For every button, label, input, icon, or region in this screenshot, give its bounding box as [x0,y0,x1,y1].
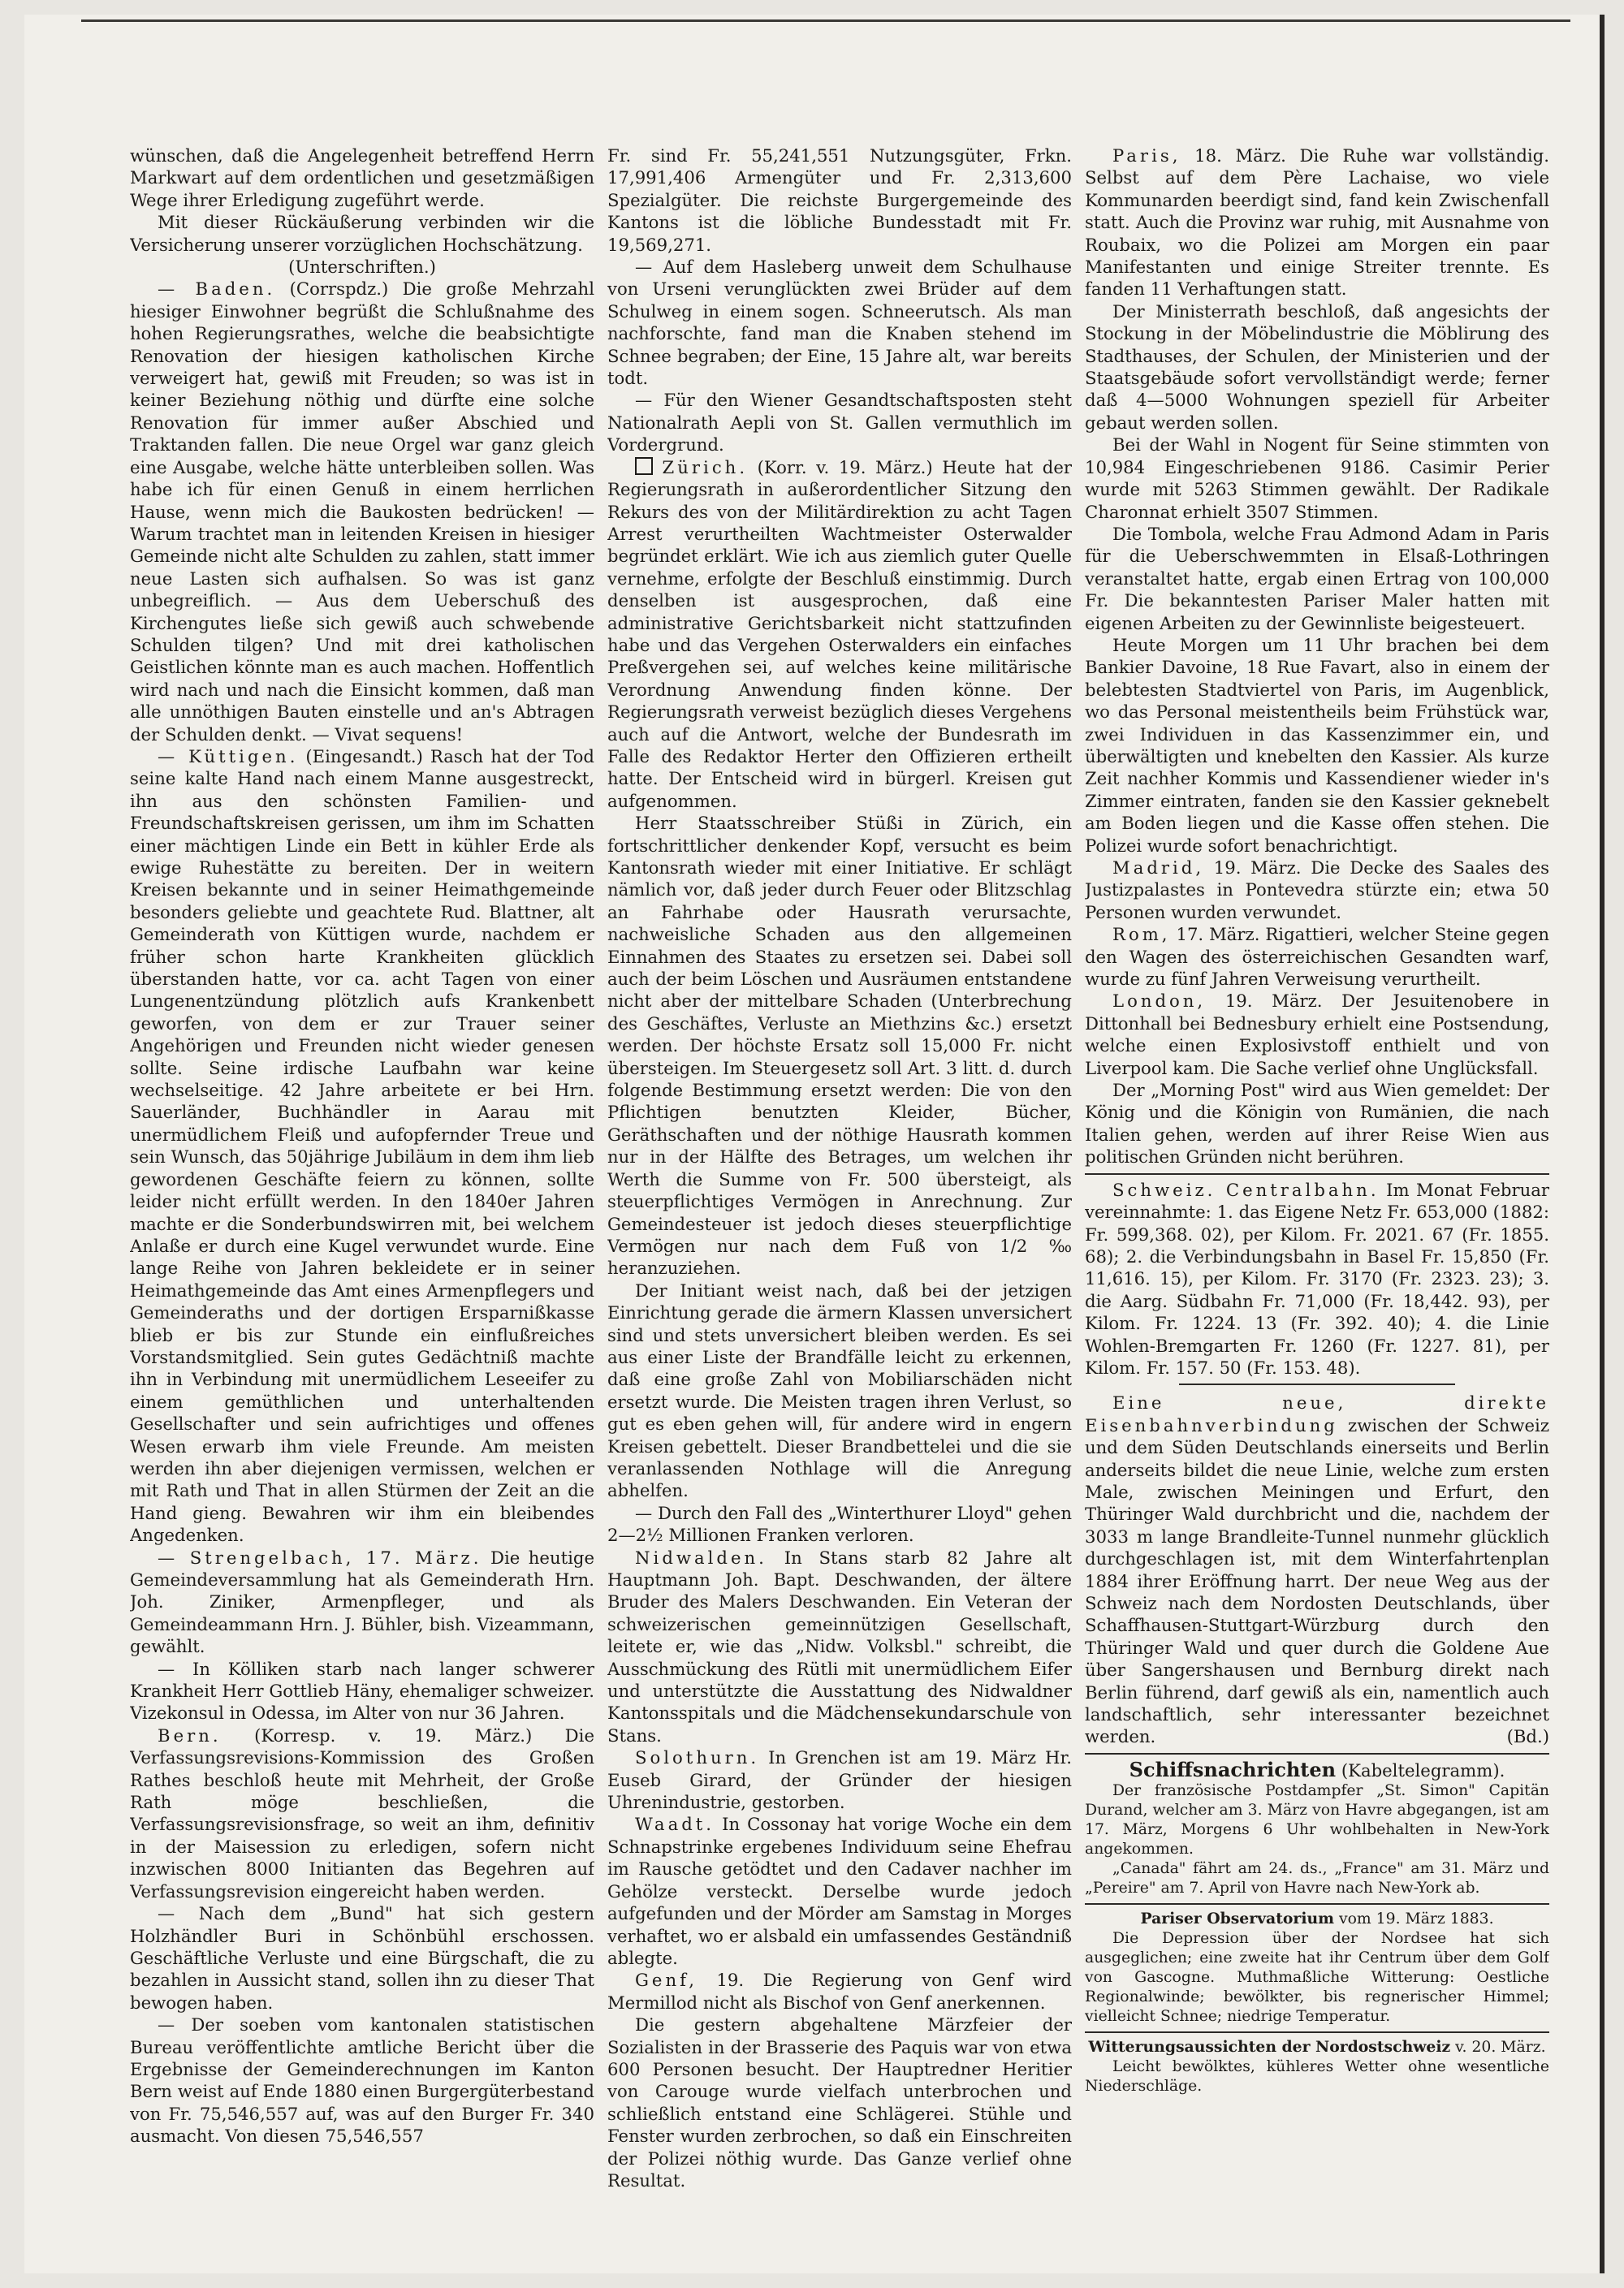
article-eisenbahn [1085,1392,1549,1748]
dateline: Schweiz. Centralbahn. [1112,1179,1380,1200]
column-1 [130,145,594,2199]
article-wahl: Bei der Wahl in Nogent für Seine stimmten von 10,984 Eingeschriebenen 9186. Casimir Perier wurde mit 5263 Stimmen gewählt. Der Radikale Charonnat erhielt 3507 Stimmen. [1085,434,1549,522]
signature-line: (Unterschriften.) [288,257,436,278]
column-2 [607,145,1072,2199]
section-divider [1085,2031,1549,2033]
article-bund: — Nach dem „Bund" hat sich gestern Holzhändler Buri in Schönbühl erschossen. Geschäftliche Verluste und eine Bürgschaft, die zu bezahlen in Aussicht stand, sollen ihn zu dieser That bewogen haben. [130,1903,594,2013]
section-title: Schiffsnachrichten [1129,1757,1337,1781]
article-bern [130,1725,594,1902]
article-tombola: Die Tombola, welche Frau Admond Adam in Paris für die Ueberschwemmten in Elsaß-Lothringen veranstaltet hatte, ergab einen Ertrag von 100,000 Fr. Die bekanntesten Pariser Maler hatten mit eigenen Arbeiten zu der Gewinnliste beigesteuert. [1085,523,1549,633]
article-body: (Eingesandt.) Rasch hat der Tod seine kalte Hand nach einem Manne ausgestreckt, ihn aus den schönsten Familien- und Freundschaftskreisen gerissen, um ihm im Schatten einer mächtigen Linde ein Bett in kühler Erde als ewige Ruhestätte zu bereiten. Der in weitern Kreisen bekannte und in seiner Heimathgemeinde besonders geliebte und geachtete Rud. Blattner, alt Gemeinderath von Küttigen wurde, nachdem er früher schon harte Krankheiten glücklich überstanden hatte, vor ca. acht Tagen von einer Lungenentzündung plötzlich aufs Krankenbett geworfen, von dem er zur Trauer seiner Angehörigen und Freunden nicht wieder genesen sollte. Seine irdische Laufbahn war keine wechselseitige. 42 Jahre arbeitete er bei Hrn. Sauerländer, Buchhändler in Aarau mit unermüdlichem Fleiß und aufopfernder Treue und sein Wunsch, das 50jährige Jubiläum in dem ihm lieb gewordenen Geschäfte feiern zu können, sollte leider nicht erfüllt werden. In den 1840er Jahren machte er die Sonderbundswirren mit, bei welchem Anlaße er durch eine Kugel verwundet wurde. Eine lange Reihe von Jahren bekleidete er in seiner Heimathgemeinde das Amt eines Armenpflegers und Gemeinderaths und der dortigen Ersparnißkasse blieb er bis zur Stunde ein einflußreiches Vorstandsmitglied. Sein gutes Gedächtniß machte ihn in Verbindung mit unermüdlichem Leseeifer zu einem gemüthlichen und unterhaltenden Gesellschafter und sein aufrichtiges und offenes Wesen erwarb ihm viele Freunde. Am meisten werden ihn aber diejenigen vermissen, welchen er mit Rath und That in allen Stürmen der Zeit an die Hand gieng. Bewahren wir ihm ein bleibendes Angedenken. [130,745,594,1546]
section-title: Pariser Observatorium [1140,1910,1334,1928]
article-stuessi: Herr Staatsschreiber Stüßi in Zürich, ein fortschrittlicher denkender Kopf, versucht es beim Kantonsrath wieder mit einer Initiative. Er schlägt nämlich vor, daß jeder durch Feuer oder Blitzschlag an Fahrhabe oder Hausrath verursachte, nachweisliche Schaden aus den allgemeinen Einnahmen des Staates zu ersetzen sei. Dabei soll auch der beim Löschen und Ausräumen entstandene nicht aber der mittelbare Schaden (Unterbrechung des Geschäftes, Verluste an Miethzins &c.) ersetzt werden. Der höchste Ersatz soll 15,000 Fr. nicht übersteigen. Im Steuergesetz soll Art. 3 litt. d. durch folgende Bestimmung ersetzt werden: Die von den Pflichtigen benutzten Kleider, Bücher, Geräthschaften und der nöthige Hausrath kommen nur in der Hälfte des Betrages, um welchen ihr Werth die Summe von Fr. 500 übersteigt, als steuerpflichtiges Vermögen in Anrechnung. Zur Gemeindesteuer ist jedoch dieses steuerpflichtige Vermögen nur nach dem Fuß von 1/2 ‰ heranzuziehen. [607,813,1072,1279]
dateline: Nidwalden. [635,1547,767,1568]
dateline: Madrid, [1112,857,1205,878]
dateline: — Strengelbach, 17. März. [158,1547,482,1568]
article-rom [1085,923,1549,990]
article-body: In Grenchen ist am 19. März Hr. Euseb Girard, der Gründer der hiesigen Uhrenindustrie, gestorben. [607,1747,1072,1813]
article-winterthurer: — Durch den Fall des „Winterthurer Lloyd" gehen 2—2½ Millionen Franken verloren. [607,1502,1072,1546]
article-london [1085,990,1549,1079]
article-solothurn [607,1746,1072,1813]
section-divider [1085,1753,1549,1755]
section-date: v. 20. März. [1455,2039,1546,2057]
article-morning-post: Der „Morning Post" wird aus Wien gemeldet: Der König und die Königin von Rumänien, die nach Italien gehen, werden auf ihrer Reise Wien aus politischen Gründen nicht berühren. [1085,1080,1549,1168]
article-baden [130,278,594,745]
weather-forecast: Leicht bewölktes, kühleres Wetter ohne wesentliche Niederschläge. [1085,2058,1549,2096]
dateline: Paris, [1112,145,1181,166]
article-bankier: Heute Morgen um 11 Uhr brachen bei dem Bankier Davoine, 18 Rue Favart, also in einem der belebtesten Stadtviertel von Paris, im Augenblick, wo das Personal meistentheils beim Frühstück war, zwei Individuen in das Kassenzimmer ein, und überwältigten und knebelten den Kassier. Als kurze Zeit nachher Kommis und Kassendiener wieder in's Zimmer eintraten, fanden sie den Kassier geknebelt am Boden liegen und die Kasse offen stehen. Die Polizei wurde sofort benachrichtigt. [1085,634,1549,856]
article-body: 19. März. Der Jesuitenobere in Dittonhall bei Bednesbury erhielt eine Postsendung, welche einen Explosivstoff enthielt und von Liverpool kam. Die Sache verlief ohne Unglücksfall. [1085,991,1549,1078]
weather-heading [1085,2037,1549,2057]
article-zuerich [607,456,1072,813]
article-strengelbach [130,1547,594,1658]
article-hasleberg: — Auf dem Hasleberg unweit dem Schulhause von Urseni verunglückten zwei Brüder auf dem Schulweg in einem sogen. Schneerutsch. Als man nachforschte, fand man die Knaben stehend im Schnee begraben; der Eine, 15 Jahre alt, war bereits todt. [607,257,1072,389]
article-genf-2: Die gestern abgehaltene Märzfeier der Sozialisten in der Brasserie des Paquis war von etwa 600 Personen besucht. Der Hauptredner Heritier von Carouge wurde vielfach unterbrochen und schließlich entstand eine Schlägerei. Stühle und Fenster wurden zerbrochen, so daß ein Einschreiten der Polizei nöthig wurde. Das Ganze verlief ohne Resultat. [607,2014,1072,2191]
article-body: 19. März. Die Decke des Saales des Justizpalastes in Pontevedra stürzte ein; etwa 50 Personen wurden verwundet. [1085,857,1549,922]
article-initiant: Der Initiant weist nach, daß bei der jetzigen Einrichtung gerade die ärmern Klassen unversichert sind und stets unversichert bleiben werden. Es sei aus einer Liste der Brandfälle leicht zu erkennen, daß eine große Zahl von Mobiliarschäden nicht ersetzt wurde. Die Meisten tragen ihren Verlust, so gut es eben gehen will, für andere wird in engern Kreisen gebettelt. Dieser Brandbettelei und die sie veranlassenden Nothlage will die Anregung abhelfen. [607,1280,1072,1501]
article-body: 19. Die Regierung von Genf wird Mermillod nicht als Bischof von Genf anerkennen. [607,1970,1072,2013]
dateline: London, [1112,991,1207,1012]
article-madrid [1085,857,1549,923]
article-centralbahn [1085,1179,1549,1379]
source-tag: (Bd.) [1506,1726,1549,1747]
article-body: zwischen der Schweiz und dem Süden Deutschlands einerseits und Berlin anderseits bildet die neue Linie, welche zum ersten Male, zwischen Meiningen und Erfurt, den Thüringer Wald durchbricht und die, nachdem der 3033 m lange Brandleite-Tunnel nunmehr glücklich durchgeschlagen ist, mit dem Winterfahrtenplan 1884 ihrer Eröffnung harrt. Der neue Weg aus der Schweiz nach dem Nordosten Deutschlands, über Schaffhausen-Stuttgart-Würzburg durch den Thüringer Wald und quer durch die Goldene Aue über Sangershausen und Bernburg direkt nach Berlin führend, darf gewiß als ein, namentlich auch landschaftlich, sehr interessanter bezeichnet werden. [1085,1414,1549,1747]
article-body: Die heutige Gemeindeversammlung hat als Gemeinderath Hrn. Joh. Ziniker, Armenpfleger, und als Gemeindeammann Hrn. J. Bühler, bish. Vizeammann, gewählt. [130,1547,594,1657]
section-title: Witterungsaussichten der Nordostschweiz [1088,2038,1451,2057]
top-rule [81,19,1570,22]
section-divider [1085,1173,1549,1175]
article-kuettigen [130,745,594,1547]
section-divider [1085,1903,1549,1905]
article-paragraph: Fr. sind Fr. 55,241,551 Nutzungsgüter, Frkn. 17,991,406 Armengüter und Fr. 2,313,600 Spezialgüter. Die reichste Burgergemeinde des Kantons ist die löbliche Bundesstadt mit Fr. 19,569,271. [607,145,1072,255]
shipping-news: Der französische Postdampfer „St. Simon" Capitän Durand, welcher am 3. März von Havre abgegangen, ist am 17. März, Morgens 6 Uhr wohlbehalten in New-York angekommen. [1085,1782,1549,1858]
article-waadt [607,1813,1072,1969]
article-body: (Corrspdz.) Die große Mehrzahl hiesiger Einwohner begrüßt die Schlußnahme des hohen Regierungsrathes, welche die beabsichtigte Renovation der hiesigen katholischen Kirche verweigert hat, gewiß mit Freuden; so was ist in keiner Beziehung nöthig und dürfte eine solche Renovation für immer außer Abschied und Traktanden fallen. Die neue Orgel war ganz gleich eine Ausgabe, welche hätte unterbleiben sollen. Was habe ich für einen Genuß in einem herrlichen Hause, wenn mich die Baukosten bedrücken! — Warum trachtet man in leitenden Kreisen in hiesiger Gemeinde nicht alte Schulden zu zahlen, statt immer neue Lasten sich aufhalsen. So was ist ganz unbegreiflich. — Aus dem Ueberschuß des Kirchengutes ließe sich gewiß auch schwebende Schulden tilgen? Und mit drei katholischen Geistlichen könnte man es auch machen. Hoffentlich wird nach und nach die Einsicht kommen, daß man alle unnöthigen Bauten einstelle und an's Abtragen der Schulden denkt. — Vivat sequens! [130,278,594,745]
dateline: Waadt. [635,1814,715,1835]
article-body: (Korresp. v. 19. März.) Die Verfassungsrevisions-Kommission des Großen Rathes beschloß heute mit Mehrheit, der Große Rath möge beschließen, die Verfassungsrevisionsfrage, so weit an ihm, definitiv in der Maisession zu erledigen, sofern nicht inzwischen 8000 Initianten das Begehren auf Verfassungsrevision eingereicht haben werden. [130,1725,594,1902]
section-date: vom 19. März 1883. [1338,1910,1494,1928]
article-genf [607,1969,1072,2014]
article-body: In Cossonay hat vorige Woche ein dem Schnapstrinke ergebenes Individuum seine Ehefrau im Rausche getödtet und den Cadaver nachher im Gehölze versteckt. Derselbe wurde jedoch aufgefunden und der Mörder am Samstag in Morges verhaftet, wo er alsbald ein umfassendes Geständniß ablegte. [607,1814,1072,1968]
observatory-report: Die Depression über der Nordsee hat sich ausgeglichen; eine zweite hat ihr Centrum über dem Golf von Gascogne. Muthmaßliche Witterung: Oestliche Regionalwinde; bewölkter, bis regnerischer Himmel; vielleicht Schnee; niedrige Temperatur. [1085,1930,1549,2026]
article-nidwalden [607,1547,1072,1747]
article-body: Im Monat Februar vereinnahmte: 1. das Eigene Netz Fr. 653,000 (1882: Fr. 599,368. 02), per Kilom. Fr. 2021. 67 (Fr. 1855. 68); 2. die Verbindungsbahn in Basel Fr. 15,850 (Fr. 11,616. 15), per Kilom. Fr. 3170 (Fr. 2323. 23); 3. die Aarg. Südbahn Fr. 71,000 (Fr. 18,442. 93), per Kilom. Fr. 1224. 13 (Fr. 392. 40); 4. die Linie Wohlen-Bremgarten Fr. 1260 (Fr. 1227. 81), per Kilom. Fr. 157. 50 (Fr. 153. 48). [1085,1179,1549,1378]
article-body: 17. März. Rigattieri, welcher Steine gegen den Wagen des österreichischen Gesandten warf, wurde zu fünf Jahren Verweisung verurtheilt. [1085,924,1549,990]
article-koelliken: — In Kölliken starb nach langer schwerer Krankheit Herr Gottlieb Häny, ehemaliger schweizer. Vizekonsul in Odessa, im Alter von nur 36 Jahren. [130,1658,594,1724]
dateline: — Küttigen. [158,745,299,766]
shipping-schedule: „Canada" fährt am 24. ds., „France" am 31. März und „Pereire" am 7. April von Havre nach New-York ab. [1085,1860,1549,1897]
article-body: 18. März. Die Ruhe war vollständig. Selbst auf dem Père Lachaise, wo viele Kommunarden beerdigt sind, fand kein Zwischenfall statt. Auch die Provinz war ruhig, mit Ausnahme von Roubaix, wo die Polizei am Morgen ein paar Manifestanten und einige Streiter trennte. Es fanden 11 Verhaftungen statt. [1085,145,1549,300]
article-paragraph: wünschen, daß die Angelegenheit betreffend Herrn Markwart auf dem ordentlichen und gesetzmäßigen Wege ihrer Erledigung zugeführt werde. [130,145,594,210]
shipping-heading [1085,1759,1549,1781]
article-body: In Stans starb 82 Jahre alt Hauptmann Joh. Bapt. Deschwanden, der ältere Bruder des Malers Deschwanden. Ein Veteran der schweizerischen gemeinnützigen Gesellschaft, leitete er, wie das „Nidw. Volksbl." schreibt, die Ausschmückung des Rütli mit unermüdlichem Eifer und unterstützte die Ausstattung des Nidwaldner Kantonsspitals und die Mädchensekundarschule von Stans. [607,1547,1072,1746]
dateline: Zürich. [662,456,749,477]
article-ministerrath: Der Ministerrath beschloß, daß angesichts der Stockung in der Möbelindustrie die Möblirung des Stadthauses, der Schulen, der Ministerien und der Staatsgebäude sofort vervollständigt werde; ferner daß 4—5000 Wohnungen speziell für Arbeiter gebaut werden sollen. [1085,300,1549,433]
article-statistik: — Der soeben vom kantonalen statistischen Bureau veröffentlichte amtliche Bericht über die Ergebnisse der Gemeinderechnungen im Kanton Bern weist auf Ende 1880 einen Burgergüterbestand von Fr. 75,546,557 auf, was auf den Burger Fr. 340 ausmacht. Von diesen 75,546,557 [130,2014,594,2147]
dateline: Bern. [158,1725,222,1746]
dateline: Solothurn. [635,1747,760,1768]
dateline: Rom, [1112,924,1171,945]
column-3 [1085,145,1549,2199]
article-paragraph: Mit dieser Rückäußerung verbinden wir die Versicherung unserer vorzüglichen Hochschätzung. [130,212,594,255]
article-gesandtschaft: — Für den Wiener Gesandtschaftsposten steht Nationalrath Aepli von St. Gallen vermuthlich im Vordergrund. [607,390,1072,455]
dateline: — Baden. [158,278,276,300]
article-body: (Korr. v. 19. März.) Heute hat der Regierungsrath in außerordentlicher Sitzung den Rekurs des von der Militärdirektion zu acht Tagen Arrest verurtheilten Wachtmeister Osterwalder begründet erklärt. Wie ich aus ziemlich guter Quelle vernehme, erfolgte der Beschluß einstimmig. Durch denselben ist ausgesprochen, daß eine administrative Gerichtsbarkeit nicht stattzufinden habe und das Vergehen Osterwalders ein einfaches Preßvergehen sei, auf welches keine militärische Verordnung Anwendung finden könne. Der Regierungsrath verweist bezüglich dieses Vergehens auch auf die Antwort, welche der Bundesrath im Falle des Redaktor Herter den Offizieren ertheilt hatte. Der Entscheid wird in bürgerl. Kreisen gut aufgenommen. [607,456,1072,811]
article-paris [1085,145,1549,300]
observatory-heading [1085,1909,1549,1929]
square-marker-icon [635,457,653,475]
section-subtitle: (Kabeltelegramm). [1341,1759,1505,1781]
dateline: Genf, [635,1970,698,1991]
newspaper-page [24,15,1605,2273]
section-divider [1179,1384,1455,1385]
dateline: Eine neue, direkte Eisenbahnverbindung [1085,1392,1549,1435]
